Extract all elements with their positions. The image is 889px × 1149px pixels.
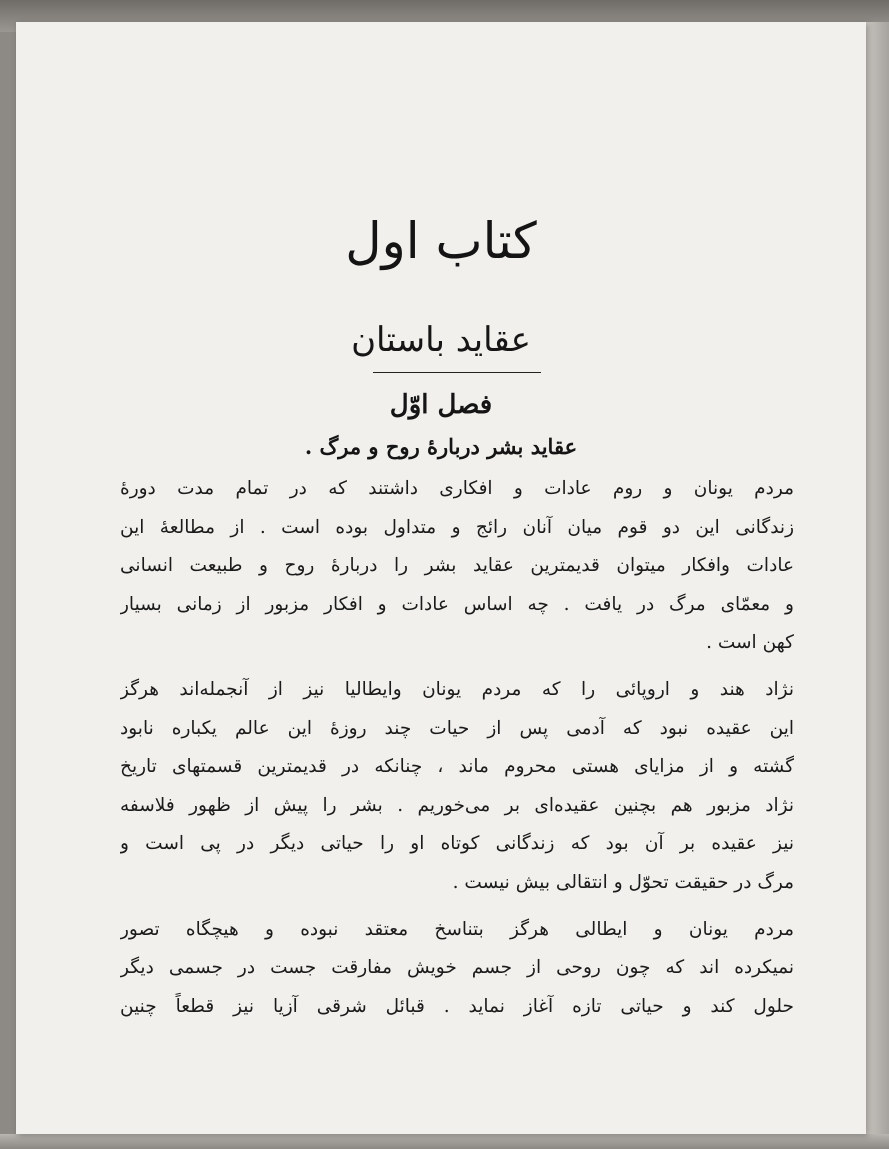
paragraph-gap: [120, 663, 794, 671]
text-line: مردم یونان و روم عادات و افکاری داشتند که در تمام مدت دورهٔ: [120, 478, 794, 499]
text-line: مرگ در حقیقت تحوّل و انتقالی بیش نیست .: [452, 871, 794, 893]
page-edge: [866, 22, 889, 1149]
text-line: نژاد هند و اروپائی را که مردم یونان وایطالیا نیز از آنجمله‌اند هرگز: [120, 678, 794, 700]
divider-rule: [373, 372, 541, 373]
book-title: کتاب اول: [345, 212, 537, 270]
text-line: نیز عقیده بر آن بود که زندگانی کوتاه او را حیاتی دیگر در پی است و: [120, 833, 794, 855]
book-page: [16, 22, 866, 1134]
text-line: نمیکرده اند که چون روحی از جسم خویش مفارقت جست در جسمی دیگر: [120, 957, 794, 979]
chapter-heading: عقاید بشر دربارهٔ روح و مرگ .: [304, 434, 578, 459]
text-line: گشته و از مزایای هستی محروم ماند ، چنانکه در قدیمترین قسمتهای تاریخ: [120, 756, 794, 778]
text-line: نژاد مزبور هم بچنین عقیده‌ای بر می‌خوریم . بشر را پیش از ظهور فلاسفه: [120, 794, 794, 816]
paragraph: [120, 470, 794, 663]
book-subtitle: عقاید باستان: [351, 320, 531, 360]
paragraph: [120, 911, 794, 1027]
text-line: زندگانی این دو قوم میان آنان رائج و متداول بوده است . از مطالعهٔ این: [120, 516, 794, 538]
paragraph: [120, 671, 794, 903]
text-line: حلول کند و حیاتی تازه آغاز نماید . قبائل شرقی آزیا نیز قطعاً چنین: [120, 995, 794, 1017]
text-line: عادات وافکار میتوان قدیمترین عقاید بشر را دربارهٔ روح و طبیعت انسانی: [120, 555, 794, 577]
body-text: [120, 470, 794, 1026]
chapter-title: فصل اوّل: [389, 390, 493, 420]
text-line: مردم یونان و ایطالی هرگز بتناسخ معتقد نبوده و هیچگاه تصور: [120, 918, 794, 940]
text-line: کهن است .: [706, 632, 794, 654]
paragraph-gap: [120, 903, 794, 911]
page-bottom-edge: [0, 1134, 889, 1149]
text-line: و معمّای مرگ در یافت . چه اساس عادات و افکار مزبور از زمانی بسیار: [120, 593, 794, 615]
text-line: این عقیده نبود که آدمی پس از حیات چند روزهٔ این عالم یکباره نابود: [120, 717, 794, 739]
